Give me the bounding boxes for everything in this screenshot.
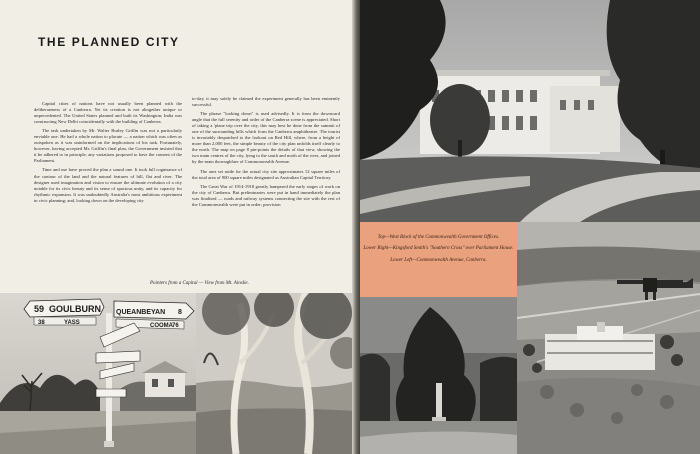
parliament-aerial-photo xyxy=(517,222,700,454)
caption-lower-right: Lower Right—Kingsford Smith's "Southern Cross" over Parliament House. xyxy=(363,246,514,252)
caption-box xyxy=(360,222,517,297)
sign-cooma-distance: 76 xyxy=(172,323,179,329)
paragraph: The area set aside for the actual city site approximates 12 square miles of the total area of 900 square miles designated as Australian Capital Territory. xyxy=(192,168,340,180)
eucalyptus-photo xyxy=(196,293,356,454)
text-column-2 xyxy=(192,96,340,211)
paragraph: Time and use have proved the plan a sound one. It took full cognisance of the contour of the land and the natural features of hill, flat and river. The designer used imagination and vision to ensure the ultimate evolution of a city notable for its civic beauty and its sense of spacious unity, and its capacity for rhythmic expansion. It was undoubtedly Australia's most ambitious experiment in civic planning; and, looking down on the developing city xyxy=(34,167,182,203)
caption-lower-left: Lower Left—Commonwealth Avenue, Canberra. xyxy=(390,257,487,263)
caption-top: Top—West Block of the Commonwealth Government Offices. xyxy=(377,235,500,240)
sign-queanbeyan-distance: 8 xyxy=(178,309,182,316)
paragraph: The Great War of 1914-1918 greatly hampered the early stages of work on the city of Canberra. But preliminaries were put in hand immediately the plan was finalised — roads and railway systems connecting the site with the rest of the Commonwealth were put in order; provision xyxy=(192,183,340,207)
sign-queanbeyan-place: QUEANBEYAN xyxy=(116,309,166,316)
photo-caption: Pointers from a Capital — View from Mt. Ainslie. xyxy=(150,281,249,286)
text-column-1 xyxy=(34,101,182,207)
paragraph: Capital cities of nations have not usually been planned with the deliberateness of a Canberra. Yet its creation is not altogether unique or unprecedented. The United States planned and built its Washington; India was constructing New Delhi coincidentally with the building of Canberra. xyxy=(34,101,182,125)
sign-goulburn-distance: 59 xyxy=(34,304,45,314)
west-block-photo xyxy=(360,0,700,222)
sign-cooma-place: COOMA xyxy=(150,323,173,329)
page-title: THE PLANNED CITY xyxy=(38,35,180,49)
paragraph: The task undertaken by Mr. Walter Burley Griffin was not a particularly enviable one. He had a whole nation to placate — a nation which was often as outspoken as it was uninformed on the implications of his task. Fortunately, however, having accepted Mr. Griffin's final plan, the Government insisted that it be adhered to in principle, any variations proposed to have the consent of the Parliament. xyxy=(34,128,182,164)
paragraph: to-day, it may safely be claimed the experiment generally has been eminently successful. xyxy=(192,96,340,108)
sign-goulburn-place: GOULBURN xyxy=(49,304,101,314)
paragraph: The phrase "looking down" is used advisedly. It is from the downward angle that the full serenity and order of the Canberra scene is appreciated. Short of taking a 'plane trip over the city, this may best be done from the summit of one of the surrounding hills which form the Canberra amphitheatre. The tourist is invariably despatched to the lookout on Red Hill, where, from a height of more than 2,000 feet, the simple beauty of the city plan unfolds itself clearly to the north. The map on page 8 pin-points the details of that view, showing the two main centres of the city, lying to the south and north of the river, and joined by the main thoroughfare of Commonwealth Avenue. xyxy=(192,111,340,165)
signpost-photo xyxy=(0,293,196,454)
sign-yass-distance: 38 xyxy=(38,320,45,326)
sign-yass-place: YASS xyxy=(64,320,80,326)
commonwealth-avenue-photo xyxy=(360,297,517,454)
right-page xyxy=(360,0,700,454)
